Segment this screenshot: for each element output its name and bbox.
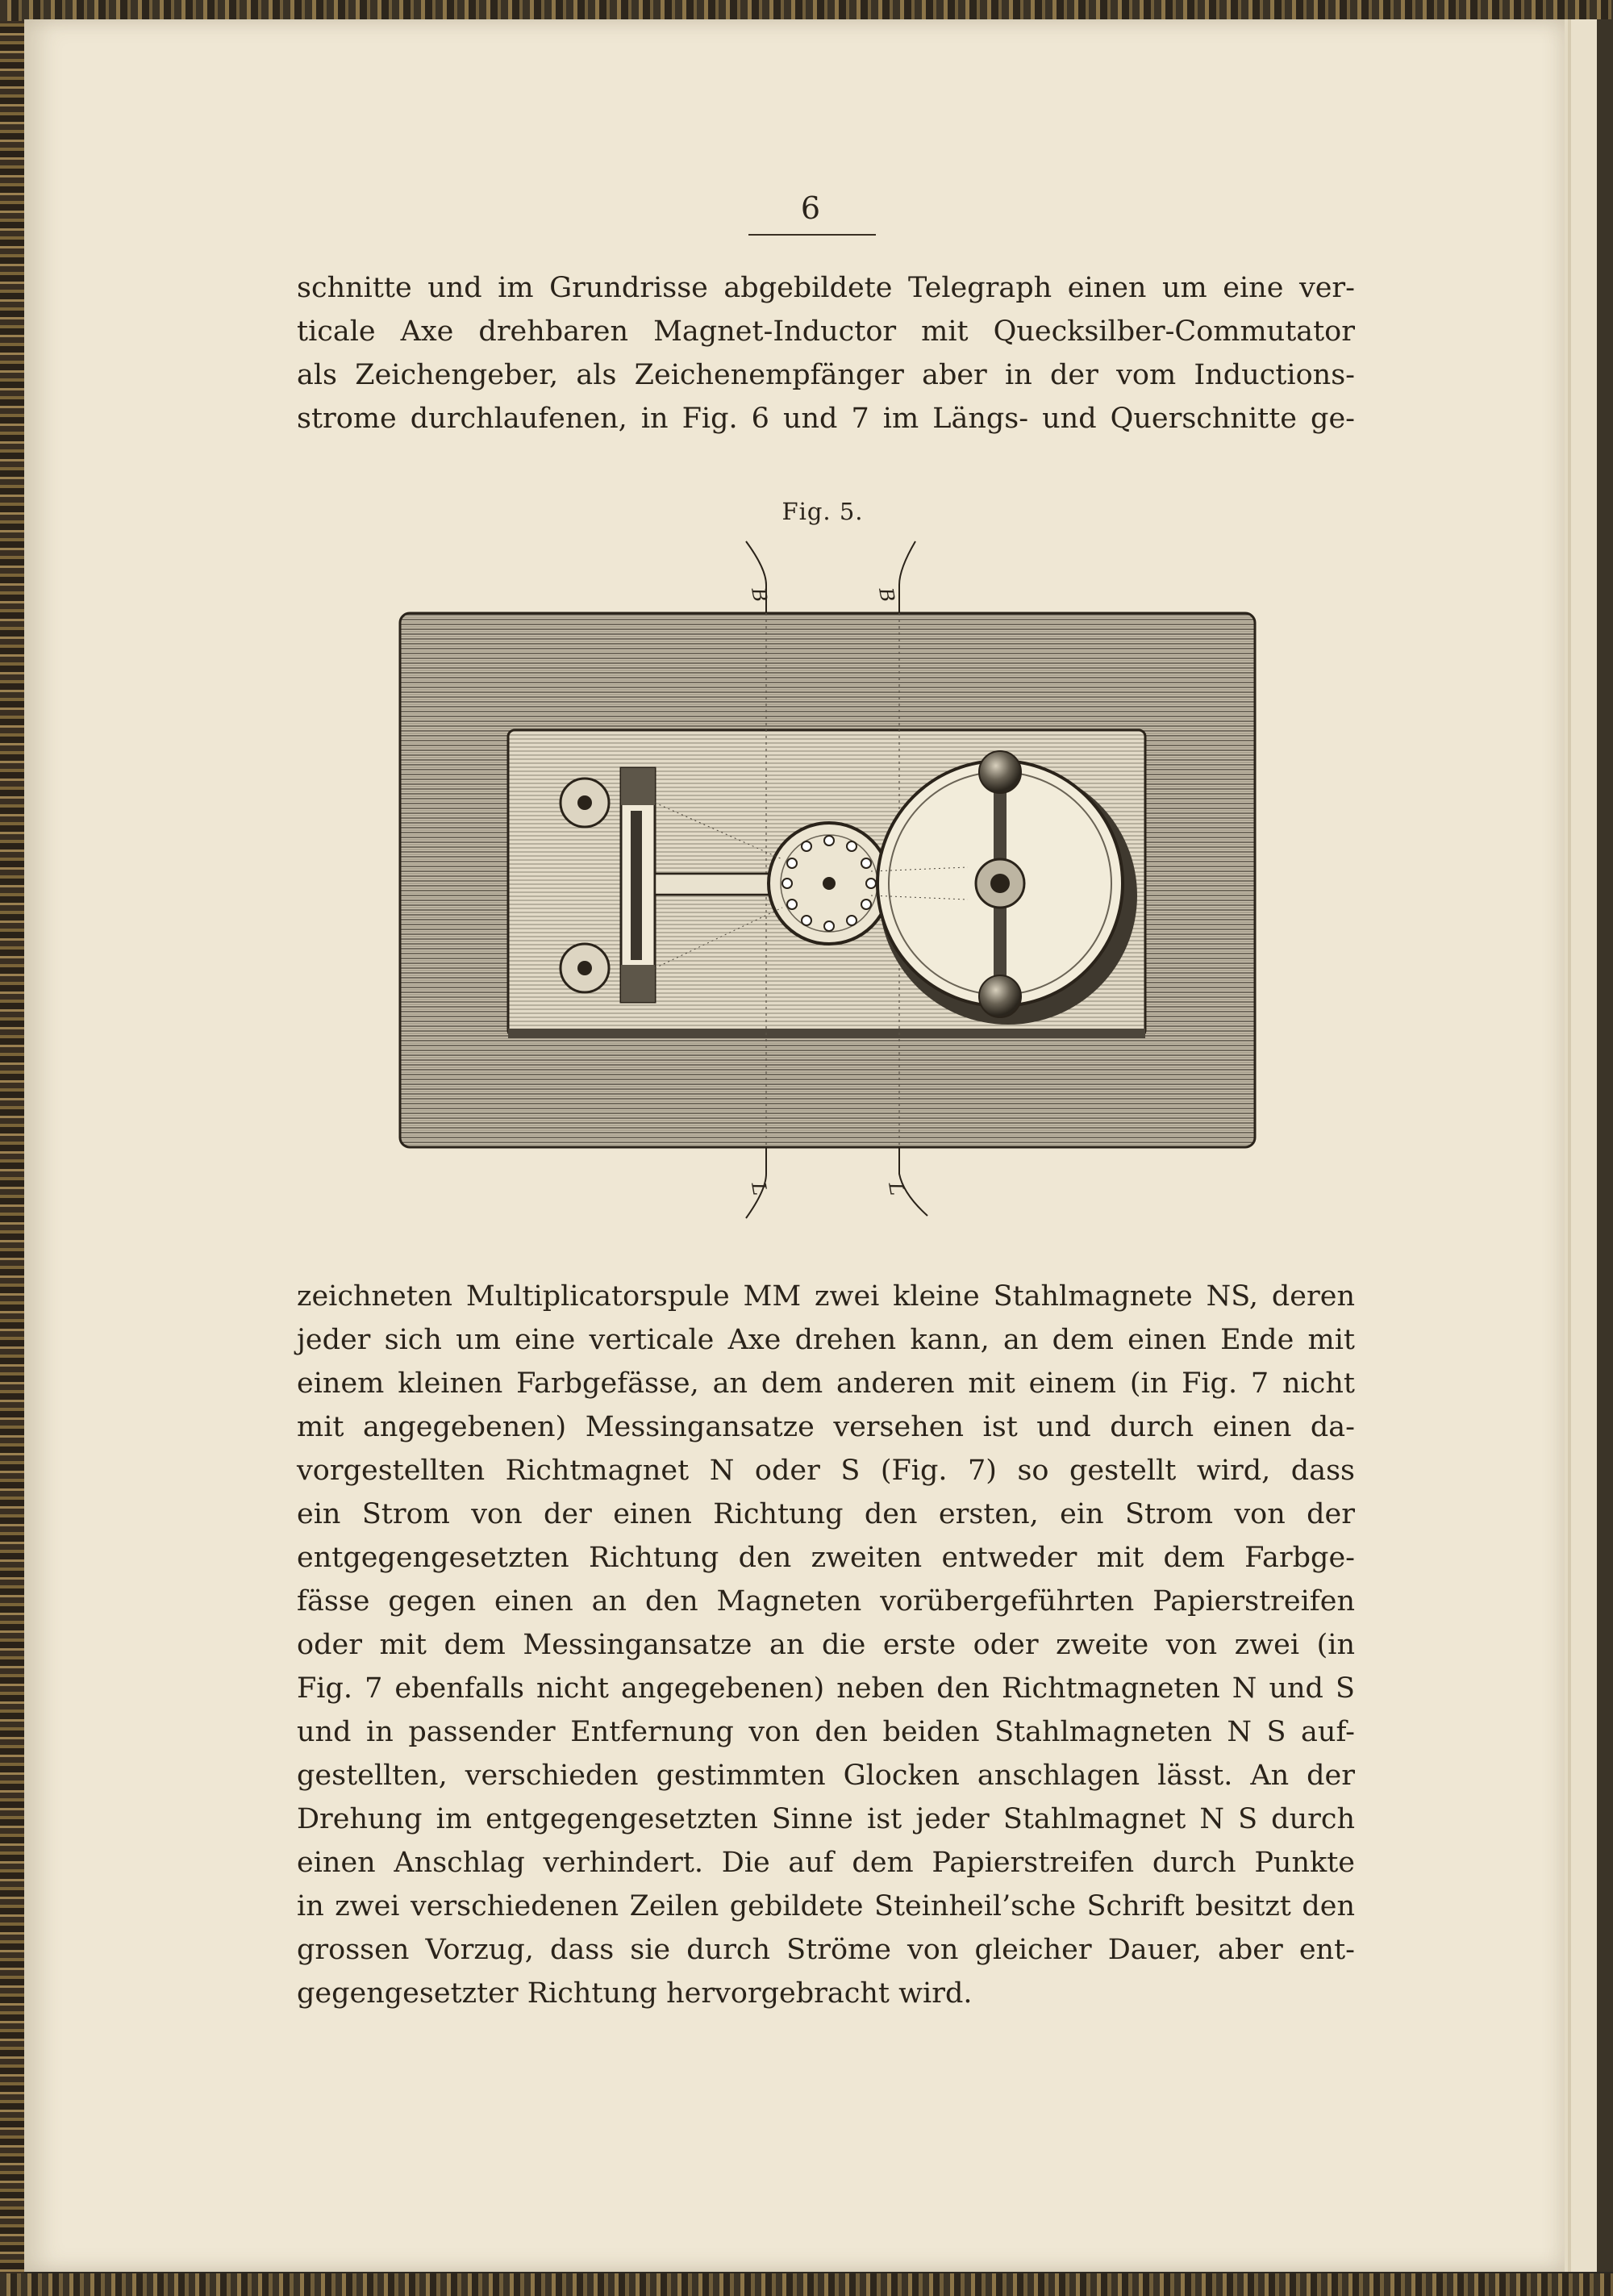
wire-label-l-right: L [884, 1180, 909, 1197]
wheel-knob-bottom [979, 975, 1021, 1017]
text-line: schnitte und im Grundrisse abgebildete Telegraph einen um eine ver- [297, 272, 1355, 304]
page-edges-right [1565, 19, 1613, 2272]
wire-label-b-right: B [874, 586, 899, 604]
wheel-knob-top [979, 751, 1021, 793]
top-paragraph [297, 266, 1355, 440]
text-line: jeder sich um eine verticale Axe drehen kann, an dem einen Ende mit [297, 1324, 1355, 1356]
text-line: ein Strom von der einen Richtung den ersten, ein Strom von der [297, 1498, 1355, 1530]
text-line: in zwei verschiedenen Zeilen gebildete Steinheil’sche Schrift besitzt den [297, 1890, 1355, 1922]
book-binding-top [0, 0, 1613, 21]
text-line: zeichneten Multiplicatorspule MM zwei kleine Stahlmagnete NS, deren [297, 1280, 1355, 1313]
text-line: gegengesetzter Richtung hervorgebracht wird. [297, 1977, 973, 2010]
text-line: oder mit dem Messingansatze an die erste oder zweite von zwei (in [297, 1629, 1355, 1661]
text-line: entgegengesetzten Richtung den zweiten entweder mit dem Farbge- [297, 1542, 1355, 1574]
book-binding-left [0, 0, 24, 2296]
figure-5-telegraph-illustration [379, 536, 1282, 1230]
text-line: einen Anschlag verhindert. Die auf dem Papierstreifen durch Punkte [297, 1847, 1355, 1879]
bottom-paragraph [297, 1275, 1355, 2015]
magnet-arm [655, 874, 776, 895]
text-line: einem kleinen Farbgefässe, an dem anderen mit einem (in Fig. 7 nicht [297, 1367, 1355, 1400]
wire-label-b-left: B [747, 586, 772, 604]
text-line: strome durchlaufenen, in Fig. 6 und 7 im Längs- und Querschnitte ge- [297, 403, 1355, 435]
text-line: vorgestellten Richtmagnet N oder S (Fig. 7) so gestellt wird, dass [297, 1455, 1355, 1487]
page-number-rule [748, 234, 876, 236]
text-line: Fig. 7 ebenfalls nicht angegebenen) neben den Richtmagneten N und S [297, 1672, 1355, 1705]
text-line: und in passender Entfernung von den beiden Stahlmagneten N S auf- [297, 1716, 1355, 1748]
text-line: ticale Axe drehbaren Magnet-Inductor mit Quecksilber-Commutator [297, 315, 1355, 348]
book-binding-bottom [0, 2273, 1613, 2296]
text-line: mit angegebenen) Messingansatze versehen ist und durch einen da- [297, 1411, 1355, 1443]
text-line: als Zeichengeber, als Zeichenempfänger aber in der vom Inductions- [297, 359, 1355, 391]
text-line: grossen Vorzug, dass sie durch Ströme von gleicher Dauer, aber ent- [297, 1934, 1355, 1966]
page-number: 6 [800, 190, 821, 226]
text-line: Drehung im entgegengesetzten Sinne ist jeder Stahlmagnet N S durch [297, 1803, 1355, 1835]
wire-top-right [899, 541, 915, 613]
figure-caption: Fig. 5. [781, 498, 864, 525]
text-line: gestellten, verschieden gestimmten Glocken anschlagen lässt. An der [297, 1760, 1355, 1792]
wire-label-l-left: L [747, 1180, 772, 1197]
text-line: fässe gegen einen an den Magneten vorübergeführten Papierstreifen [297, 1585, 1355, 1618]
